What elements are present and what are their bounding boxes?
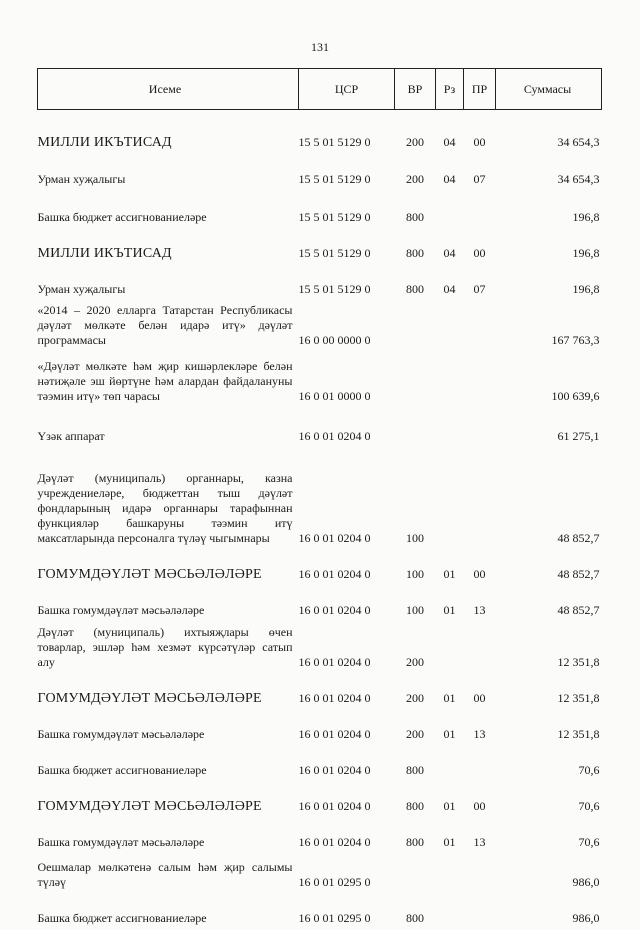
row-name: Башка гомумдәүләт мәсьәләләре (37, 603, 205, 617)
row-sum: 167 763,3 (551, 333, 600, 347)
row-name: Урман хуҗалыгы (37, 282, 126, 296)
row-rz: 01 (443, 835, 456, 849)
table-row (38, 818, 602, 854)
row-sum: 48 852,7 (557, 567, 600, 581)
row-pr (464, 352, 496, 408)
row-name: Дәүләт (муниципаль) органнары, казна учреждениеләре, бюджеттан тыш дәүләт фондларының идарә органнары тарафыннан функцияләр башкаруны тәэмин итү максатларында персоналга түләү чыгымнары (37, 471, 293, 545)
row-csr: 16 0 00 0000 0 (298, 333, 371, 347)
row-name: ГОМУМДӘҮЛӘТ МӘСЬӘЛӘЛӘРЕ (37, 567, 262, 582)
header-vr: ВР (395, 69, 436, 110)
row-rz: 01 (443, 727, 456, 741)
row-csr: 16 0 01 0295 0 (298, 875, 371, 889)
row-pr (464, 191, 496, 229)
row-csr: 16 0 01 0204 0 (298, 655, 371, 669)
row-sum: 986,0 (572, 911, 600, 925)
row-csr: 15 5 01 5129 0 (298, 135, 371, 149)
table-row (38, 229, 602, 265)
row-csr: 16 0 01 0000 0 (298, 389, 371, 403)
row-sum: 196,8 (572, 210, 600, 224)
row-name: МИЛЛИ ИКЪТИСАД (37, 246, 172, 261)
row-csr: 15 5 01 5129 0 (298, 210, 371, 224)
row-sum: 12 351,8 (557, 727, 600, 741)
row-vr (395, 352, 436, 408)
row-sum: 61 275,1 (557, 429, 600, 443)
row-vr: 200 (406, 691, 424, 705)
row-name: Башка гомумдәүләт мәсьәләләре (37, 727, 205, 741)
row-sum: 196,8 (572, 282, 600, 296)
row-rz: 04 (443, 172, 456, 186)
row-pr (464, 448, 496, 550)
table-row (38, 894, 602, 930)
row-csr: 16 0 01 0204 0 (298, 691, 371, 705)
row-pr: 13 (473, 603, 486, 617)
row-pr: 00 (473, 691, 486, 705)
row-vr: 200 (406, 727, 424, 741)
row-sum: 48 852,7 (557, 603, 600, 617)
row-vr (395, 408, 436, 448)
table-header-row (38, 69, 602, 110)
row-name: Башка гомумдәүләт мәсьәләләре (37, 835, 205, 849)
table-row (38, 622, 602, 674)
row-pr (464, 894, 496, 930)
table-row (38, 352, 602, 408)
row-csr: 16 0 01 0204 0 (298, 603, 371, 617)
header-pr: ПР (464, 69, 496, 110)
row-pr: 00 (473, 799, 486, 813)
table-row (38, 448, 602, 550)
row-name: ГОМУМДӘҮЛӘТ МӘСЬӘЛӘЛӘРЕ (37, 691, 262, 706)
table-row (38, 191, 602, 229)
row-rz (436, 301, 464, 352)
row-vr: 800 (406, 210, 424, 224)
row-csr: 16 0 01 0204 0 (298, 727, 371, 741)
row-vr: 100 (406, 603, 424, 617)
row-sum: 12 351,8 (557, 691, 600, 705)
row-vr (395, 854, 436, 894)
row-rz (436, 894, 464, 930)
row-rz (436, 191, 464, 229)
row-rz (436, 622, 464, 674)
row-rz (436, 854, 464, 894)
row-name: «Дәүләт мөлкәте һәм җир кишәрлекләре белән нәтиҗәле эш йөртүне һәм алардан файдалануны тәэмин итү» төп чарасы (37, 359, 293, 403)
row-name: Башка бюджет ассигнованиеләре (37, 911, 207, 925)
row-rz (436, 408, 464, 448)
table-row (38, 674, 602, 710)
row-rz (436, 746, 464, 782)
header-name: Исеме (38, 69, 299, 110)
row-rz (436, 352, 464, 408)
row-vr: 800 (406, 799, 424, 813)
row-rz (436, 448, 464, 550)
budget-table (37, 68, 602, 930)
row-rz: 01 (443, 799, 456, 813)
row-csr: 16 0 01 0204 0 (298, 763, 371, 777)
row-vr: 800 (406, 763, 424, 777)
table-row (38, 710, 602, 746)
row-csr: 16 0 01 0204 0 (298, 429, 371, 443)
row-pr (464, 408, 496, 448)
table-row (38, 782, 602, 818)
row-pr (464, 622, 496, 674)
row-pr (464, 854, 496, 894)
row-vr: 100 (406, 567, 424, 581)
row-pr (464, 746, 496, 782)
row-csr: 15 5 01 5129 0 (298, 282, 371, 296)
row-name: Башка бюджет ассигнованиеләре (37, 210, 207, 224)
table-row (38, 110, 602, 155)
header-csr: ЦСР (299, 69, 395, 110)
row-name: Башка бюджет ассигнованиеләре (37, 763, 207, 777)
table-row (38, 586, 602, 622)
row-pr: 00 (473, 567, 486, 581)
row-name: «2014 – 2020 елларга Татарстан Республикасы дәүләт мөлкәте белән идарә итү» дәүләт программасы (37, 303, 293, 347)
row-rz: 04 (443, 282, 456, 296)
row-vr: 200 (406, 655, 424, 669)
row-pr: 07 (473, 172, 486, 186)
row-vr: 200 (406, 135, 424, 149)
row-sum: 70,6 (578, 835, 600, 849)
row-pr: 00 (473, 246, 486, 260)
row-rz: 01 (443, 691, 456, 705)
row-name: Оешмалар мөлкәтенә салым һәм җир салымы түләү (37, 860, 293, 889)
row-sum: 100 639,6 (551, 389, 600, 403)
row-sum: 34 654,3 (557, 135, 600, 149)
row-pr: 13 (473, 835, 486, 849)
header-rz: Рз (436, 69, 464, 110)
row-sum: 70,6 (578, 799, 600, 813)
row-csr: 16 0 01 0204 0 (298, 567, 371, 581)
row-pr: 13 (473, 727, 486, 741)
row-rz: 04 (443, 135, 456, 149)
row-sum: 48 852,7 (557, 531, 600, 545)
row-name: Урман хуҗалыгы (37, 172, 126, 186)
table-row (38, 154, 602, 191)
row-vr: 800 (406, 246, 424, 260)
row-csr: 16 0 01 0204 0 (298, 799, 371, 813)
row-name: Дәүләт (муниципаль) ихтыяҗлары өчен товарлар, эшләр һәм хезмәт күрсәтүләр сатып алу (37, 625, 293, 669)
row-sum: 34 654,3 (557, 172, 600, 186)
row-csr: 15 5 01 5129 0 (298, 172, 371, 186)
row-vr: 100 (406, 531, 424, 545)
row-vr: 800 (406, 911, 424, 925)
row-name: Үзәк аппарат (37, 429, 105, 443)
table-row (38, 746, 602, 782)
row-csr: 16 0 01 0204 0 (298, 835, 371, 849)
row-pr: 00 (473, 135, 486, 149)
row-vr: 800 (406, 282, 424, 296)
row-sum: 12 351,8 (557, 655, 600, 669)
row-csr: 16 0 01 0295 0 (298, 911, 371, 925)
table-row (38, 408, 602, 448)
row-vr: 800 (406, 835, 424, 849)
row-sum: 196,8 (572, 246, 600, 260)
row-rz: 01 (443, 603, 456, 617)
row-name: ГОМУМДӘҮЛӘТ МӘСЬӘЛӘЛӘРЕ (37, 799, 262, 814)
table-row (38, 301, 602, 352)
row-rz: 01 (443, 567, 456, 581)
row-pr: 07 (473, 282, 486, 296)
row-csr: 15 5 01 5129 0 (298, 246, 371, 260)
page-number: 131 (311, 40, 329, 54)
row-csr: 16 0 01 0204 0 (298, 531, 371, 545)
table-row (38, 854, 602, 894)
row-name: МИЛЛИ ИКЪТИСАД (37, 135, 172, 150)
row-vr: 200 (406, 172, 424, 186)
header-sum: Суммасы (496, 69, 602, 110)
row-rz: 04 (443, 246, 456, 260)
table-row (38, 550, 602, 586)
row-pr (464, 301, 496, 352)
row-vr (395, 301, 436, 352)
table-row (38, 265, 602, 301)
row-sum: 986,0 (572, 875, 600, 889)
row-sum: 70,6 (578, 763, 600, 777)
